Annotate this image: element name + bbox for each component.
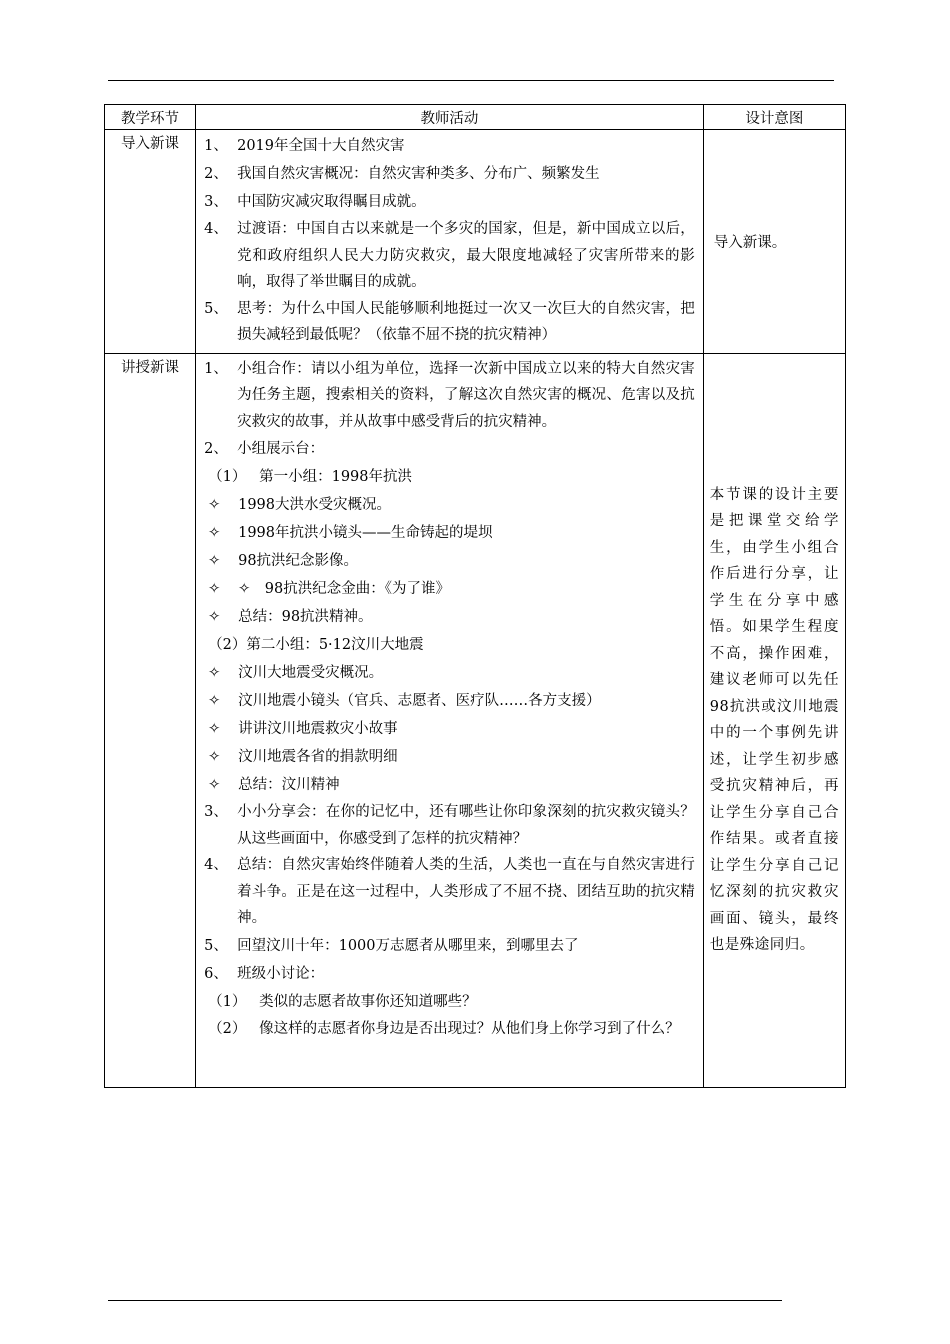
table-header-row xyxy=(105,105,846,130)
list-item: 5、 思考：为什么中国人民能够顺利地挺过一次又一次巨大的自然灾害，把损失减轻到最低呢？（依靠不屈不挠的抗灾精神） xyxy=(204,300,695,343)
stage-teach: 讲授新课 xyxy=(105,353,196,1087)
diamond-bullet-icon: ✧ xyxy=(208,693,221,709)
diamond-bullet-icon: ✧ xyxy=(208,497,221,513)
list-item: （1） 类似的志愿者故事你还知道哪些？ xyxy=(208,993,477,1010)
diamond-bullet-icon: ✧ xyxy=(208,665,221,681)
list-item: （2） 像这样的志愿者你身边是否出现过？从他们身上你学习到了什么？ xyxy=(208,1020,680,1037)
activity-teach xyxy=(196,353,704,1087)
bullet-item: ✧ 汶川大地震受灾概况。 xyxy=(204,659,695,687)
list-item: 5、 回望汶川十年：1000万志愿者从哪里来，到哪里去了 xyxy=(204,937,579,954)
bullet-item: ✧ 1998年抗洪小镜头——生命铸起的堤坝 xyxy=(204,519,695,547)
lesson-plan-table xyxy=(104,104,846,1088)
list-item: 1、 2019年全国十大自然灾害 xyxy=(204,138,405,154)
list-item: 2、 我国自然灾害概况：自然灾害种类多、分布广、频繁发生 xyxy=(204,166,600,182)
list-item: 2、 小组展示台： xyxy=(204,441,325,457)
header-activity: 教师活动 xyxy=(196,105,704,130)
list-item: 4、 总结：自然灾害始终伴随着人类的生活，人类也一直在与自然灾害进行着斗争。正是在这一过程中，人类形成了不屈不挠、团结互助的抗灾精神。 xyxy=(204,857,695,926)
bullet-item: ✧ 汶川地震各省的捐款明细 xyxy=(204,743,695,771)
diamond-bullet-icon: ✧ xyxy=(208,553,221,569)
diamond-bullet-icon: ✧ xyxy=(208,525,221,541)
intent-teach: 本节课的设计主要是把课堂交给学生，由学生小组合作后进行分享，让学生在分享中感悟。如果学生程度不高，操作困难，建议老师可以先任98抗洪或汶川地震中的一个事例先讲述，让学生初步感受抗灾精神后，再让学生分享自己合作结果。或者直接让学生分享自己记忆深刻的抗灾救灾画面、镜头，最终也是殊途同归。 xyxy=(703,353,845,1087)
diamond-bullet-icon: ✧ xyxy=(208,777,221,793)
table-row-intro xyxy=(105,130,846,354)
list-item: 4、 过渡语：中国自古以来就是一个多灾的国家，但是，新中国成立以后，党和政府组织人民大力防灾救灾，最大限度地减轻了灾害所带来的影响，取得了举世瞩目的成就。 xyxy=(204,221,695,290)
list-item: （2）第二小组：5·12汶川大地震 xyxy=(208,637,424,653)
activity-intro xyxy=(196,130,704,354)
footer-rule xyxy=(108,1300,782,1301)
bullet-item: ✧ 1998大洪水受灾概况。 xyxy=(204,491,695,519)
bullet-item: ✧ ✧ 98抗洪纪念金曲：《为了谁》 xyxy=(204,575,695,603)
bullet-item: ✧ 98抗洪纪念影像。 xyxy=(204,547,695,575)
diamond-bullet-icon: ✧ xyxy=(208,609,221,625)
bullet-item: ✧ 汶川地震小镜头（官兵、志愿者、医疗队……各方支援） xyxy=(204,687,695,715)
list-item: （1） 第一小组：1998年抗洪 xyxy=(208,469,413,485)
intent-intro: 导入新课。 xyxy=(703,130,845,354)
list-item: 6、 班级小讨论： xyxy=(204,965,325,982)
diamond-bullet-icon: ✧ xyxy=(208,581,221,597)
header-rule xyxy=(108,80,834,81)
bullet-item: ✧ 讲讲汶川地震救灾小故事 xyxy=(204,715,695,743)
stage-intro: 导入新课 xyxy=(105,130,196,354)
header-intent: 设计意图 xyxy=(703,105,845,130)
diamond-bullet-icon: ✧ xyxy=(208,721,221,737)
diamond-bullet-icon: ✧ xyxy=(208,749,221,765)
bullet-item: ✧ 总结：汶川精神 xyxy=(204,771,695,799)
list-item: 1、 小组合作：请以小组为单位，选择一次新中国成立以来的特大自然灾害为任务主题，搜索相关的资料，了解这次自然灾害的概况、危害以及抗灾救灾的故事，并从故事中感受背后的抗灾精神。 xyxy=(204,360,695,430)
header-stage: 教学环节 xyxy=(105,105,196,130)
list-item: 3、 小小分享会：在你的记忆中，还有哪些让你印象深刻的抗灾救灾镜头？从这些画面中，你感受到了怎样的抗灾精神？ xyxy=(204,804,695,847)
table-row-teach xyxy=(105,353,846,1087)
list-item: 3、 中国防灾减灾取得瞩目成就。 xyxy=(204,194,426,210)
bullet-item: ✧ 总结：98抗洪精神。 xyxy=(204,603,695,631)
